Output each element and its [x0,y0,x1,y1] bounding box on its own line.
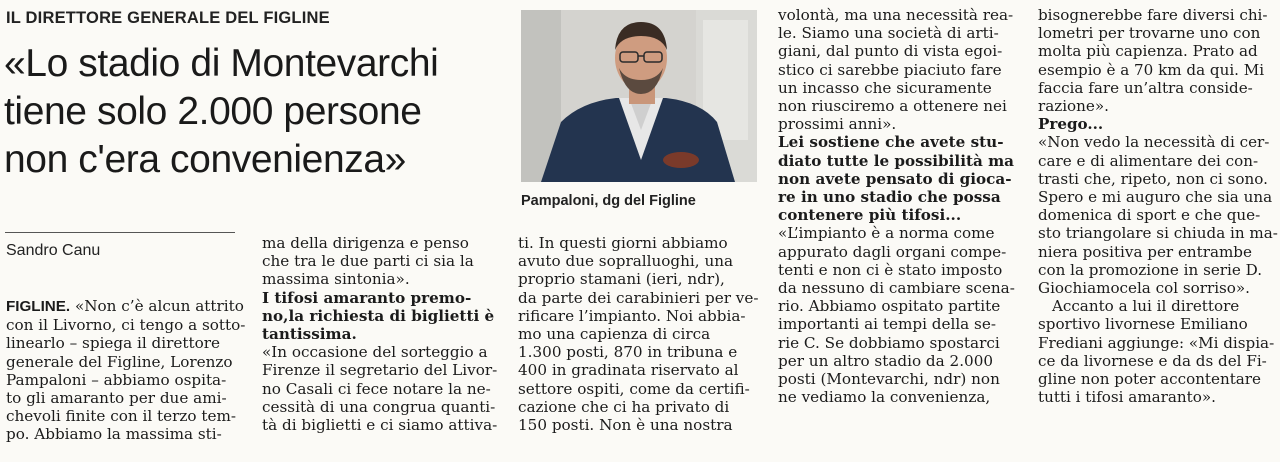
text-line: da parte dei carabinieri per ve- [518,288,759,307]
headline-line: tiene solo 2.000 persone [4,90,422,133]
text-line: proprio stamani (ieri, ndr), [518,270,725,289]
text-line: Spero e mi auguro che sia una [1038,188,1273,207]
text-line: po. Abbiamo la massima sti- [6,425,222,444]
text-line: mo una capienza di circa [518,325,711,344]
text-line: gline non poter accontentare [1038,370,1261,389]
text-line: un incasso che sicuramente [778,78,992,97]
text-line: rie C. Se dobbiamo spostarci [778,333,1000,352]
text-line: 150 posti. Non è una nostra [518,416,733,435]
text-line: Frediani aggiunge: «Mi dispia- [1038,333,1275,352]
text-line: ma della dirigenza e penso [262,234,469,252]
text-line: appurato dagli organi compe- [778,242,1007,261]
interview-question: Prego... [1038,115,1104,134]
text-line: «In occasione del sorteggio a [262,343,488,362]
text-line: Accanto a lui il direttore [1051,297,1240,316]
interview-question: no,la richiesta di biglietti è [262,306,495,325]
text-line: avuto due sopralluoghi, una [518,252,734,271]
text-line: molta più capienza. Prato ad [1038,42,1258,61]
text-line: faccia fare un’altra conside- [1038,78,1253,97]
text-line: posti (Montevarchi, ndr) non [778,370,1000,389]
text-line: «Non c’è alcun attrito [74,297,244,315]
text-line: bisognerebbe fare diversi chi- [1038,6,1268,24]
text-line: ne vediamo la convenienza, [778,388,991,407]
text-line: massima sintonia». [262,270,410,289]
interview-question: tantissima. [262,325,357,344]
interview-question: contenere più tifosi... [778,206,962,225]
text-column-5 [1038,6,1279,406]
text-column-2 [262,234,497,434]
text-line: per un altro stadio da 2.000 [778,351,994,370]
text-line: ti. In questi giorni abbiamo [518,234,728,252]
photo-caption: Pampaloni, dg del Figline [521,193,696,209]
text-line: tutti i tifosi amaranto». [1038,388,1216,407]
headline-line: non c'era convenienza» [4,138,406,181]
article-headline [4,40,509,184]
text-line: care e di alimentare dei con- [1038,151,1259,170]
text-line: chevoli finite con il terzo tem- [6,407,236,426]
text-line: «Non vedo la necessità di cer- [1038,133,1270,152]
text-line: ce da livornese e da ds del Fi- [1038,351,1267,370]
article-kicker: IL DIRETTORE GENERALE DEL FIGLINE [6,9,330,27]
text-line: prossimi anni». [778,115,897,134]
interview-question: non avete pensato di gioca- [778,169,1012,188]
text-line: con il Livorno, ci tengo a sotto- [6,316,246,335]
text-line: 400 in gradinata riservato al [518,361,739,380]
text-line: 1.300 posti, 870 in tribuna e [518,343,738,362]
text-line: generale del Figline, Lorenzo [6,352,233,371]
text-line: le. Siamo una società di arti- [778,24,999,43]
text-line: esempio è a 70 km da qui. Mi [1038,60,1265,79]
headline-line: «Lo stadio di Montevarchi [4,42,439,85]
text-line: «L’impianto è a norma come [778,224,995,243]
text-line: tenti e non ci è stato imposto [778,260,1003,279]
text-line: giani, dal punto di vista egoi- [778,42,1003,61]
text-line: Giochiamocela col sorriso». [1038,279,1250,298]
text-line: Firenze il segretario del Livor- [262,361,498,380]
text-line: sportivo livornese Emiliano [1038,315,1248,334]
byline: Sandro Canu [6,242,101,259]
text-line: rio. Abbiamo ospitato partite [778,297,1001,316]
text-line: rificare l’impianto. Noi abbia- [518,306,746,325]
text-line: che tra le due parti ci sia la [262,252,474,271]
interview-question: re in uno stadio che possa [778,188,1001,207]
portrait-photo [521,10,757,182]
text-line: cazione che ci ha privato di [518,397,730,416]
text-line: razione». [1038,97,1109,116]
text-line: lometri per trovarne uno con [1038,24,1261,43]
text-line: linearlo – spiega il direttore [6,334,220,353]
text-line: stico ci sarebbe piaciuto fare [778,60,1002,79]
text-line: niera positiva per entrambe [1038,242,1252,261]
text-line: Pampaloni – abbiamo ospita- [6,370,227,389]
text-line: settore ospiti, come da certifi- [518,379,750,398]
text-line: no Casali ci fece notare la ne- [262,379,491,398]
text-line: con la promozione in serie D. [1038,260,1263,279]
text-column-4 [778,6,1015,406]
interview-question: I tifosi amaranto premo- [262,288,472,307]
text-column-1 [6,297,245,444]
byline-divider [5,232,235,233]
portrait-illustration [521,10,757,182]
interview-question: diato tutte le possibilità ma [778,151,1015,170]
text-line: da nessuno di cambiare scena- [778,279,1015,298]
text-line: importanti ai tempi della se- [778,315,996,334]
text-line: cessità di una congrua quanti- [262,397,496,416]
dateline: FIGLINE. [6,298,71,315]
text-line: to gli amaranto per due ami- [6,389,227,408]
text-line: domenica di sport e che que- [1038,206,1261,225]
text-line: sto triangolare si chiuda in ma- [1038,224,1278,243]
text-line: non riusciremo a ottenere nei [778,97,1007,116]
text-column-3 [518,234,758,434]
text-line: volontà, ma una necessità rea- [778,6,1014,24]
text-line: tà di biglietti e ci siamo attiva- [262,416,498,435]
interview-question: Lei sostiene che avete stu- [778,133,1004,152]
text-line: trasti che, ripeto, non ci sono. [1038,169,1268,188]
text-line [6,297,245,316]
